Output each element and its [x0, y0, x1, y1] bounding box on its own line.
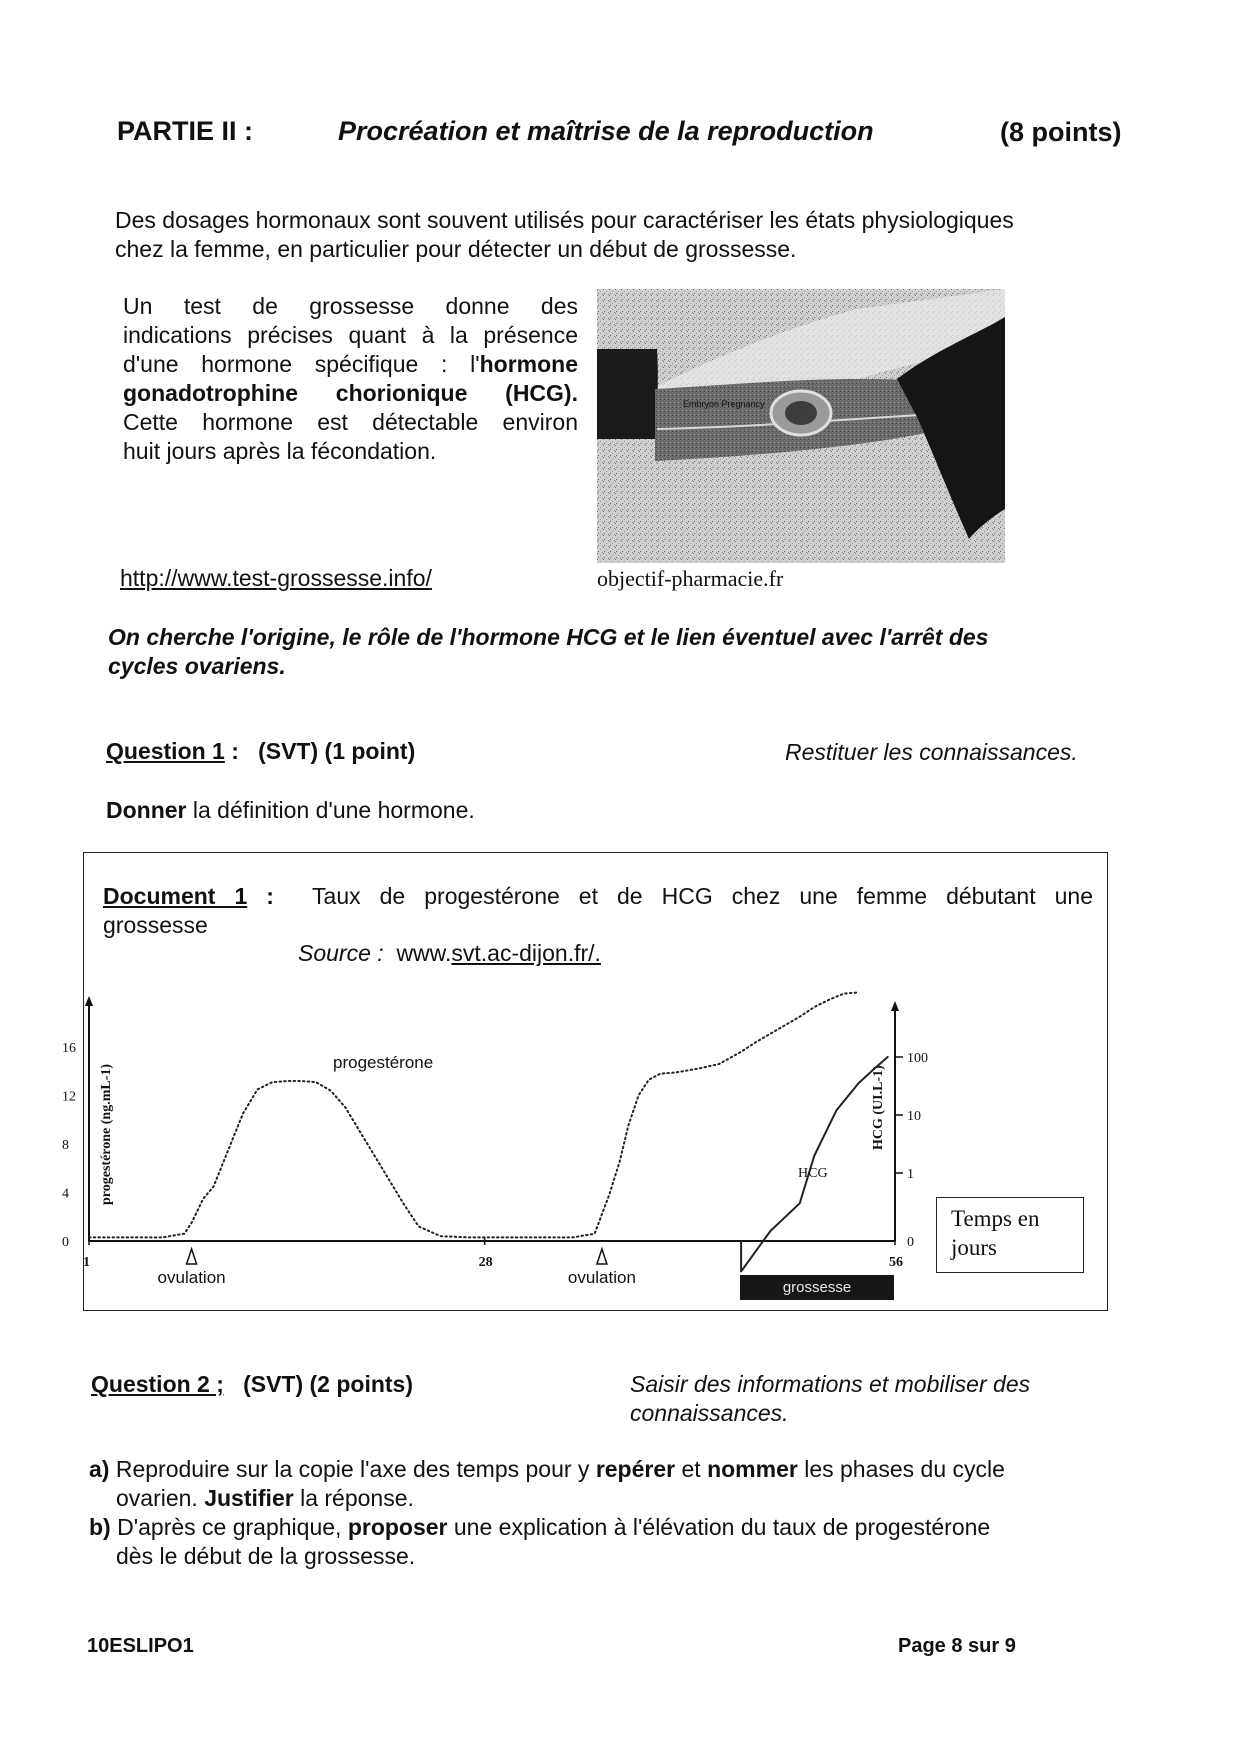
- left-axis-title: progestérone (ng.mL-1): [99, 1063, 114, 1205]
- left-tick-label: 12: [62, 1089, 76, 1105]
- left-tick-label: 16: [62, 1041, 76, 1056]
- time-axis-label-box: Temps en jours: [936, 1197, 1084, 1273]
- right-axis-title: HCG (UI.L-1): [871, 1065, 886, 1150]
- question-2-heading: Question 2 ; (SVT) (2 points): [91, 1371, 414, 1397]
- ovulation-label: ovulation: [157, 1268, 226, 1287]
- right-tick-label: 0: [907, 1235, 914, 1250]
- document-code: 10ESLIPO1: [87, 1635, 194, 1657]
- series-progesterone-line: [89, 992, 858, 1237]
- question-1-heading: Question 1 : (SVT) (1 point): [106, 738, 416, 764]
- question-1-skill: Restituer les connaissances.: [785, 739, 1078, 765]
- document-1-source: Source : www.svt.ac-dijon.fr/.: [298, 940, 601, 966]
- problem-statement: On cherche l'origine, le rôle de l'hormone HCG et le lien éventuel avec l'arrêt des cycles ovariens.: [108, 624, 989, 679]
- series-hcg-line: [741, 1057, 888, 1272]
- x-tick-label: 1: [83, 1255, 90, 1270]
- question-2-skill: Saisir des informations et mobiliser des connaissances.: [630, 1371, 1031, 1426]
- series-label-hcg: HCG: [798, 1166, 828, 1181]
- left-tick-label: 4: [62, 1186, 69, 1202]
- page-title: Procréation et maîtrise de la reproduction: [338, 116, 874, 146]
- ovulation-marker: [597, 1249, 607, 1264]
- right-tick-label: 100: [907, 1051, 928, 1066]
- question-2b: b) D'après ce graphique, proposer une explication à l'élévation du taux de progestérone dès le début de la grossesse.: [89, 1514, 991, 1569]
- grossesse-band: grossesse: [740, 1275, 894, 1300]
- right-y-axis-arrow: [891, 1001, 899, 1011]
- ovulation-label: ovulation: [567, 1268, 636, 1287]
- left-y-axis-arrow: [85, 996, 93, 1006]
- test-paragraph: Un test de grossesse donne des indications précises quant à la présence d'une hormone spécifique : l'hormone gonadotrophine chorionique (HCG). Cette hormone est détectable environ huit jours après la fécondation.: [123, 293, 578, 464]
- test-strip-label: Embryon Pregnancy: [683, 399, 765, 409]
- right-tick-label: 10: [907, 1109, 921, 1124]
- points-label: (8 points): [1000, 117, 1122, 147]
- left-tick-label: 0: [62, 1235, 69, 1250]
- ovulation-marker: [187, 1249, 197, 1264]
- x-tick-label: 56: [889, 1255, 903, 1270]
- photo-credit: objectif-pharmacie.fr: [597, 566, 784, 591]
- series-label-progesterone: progestérone: [333, 1053, 434, 1072]
- test-grossesse-link[interactable]: http://www.test-grossesse.info/: [120, 565, 432, 591]
- document-1-title: Document 1 : Taux de progestérone et de HCG chez une femme débutant une grossesse: [103, 883, 1094, 938]
- right-tick-label: 1: [907, 1167, 914, 1182]
- left-tick-label: 8: [62, 1138, 69, 1153]
- intro-paragraph: Des dosages hormonaux sont souvent utilisés pour caractériser les états physiologiques chez la femme, en particulier pour détecter un début de grossesse.: [115, 207, 1014, 262]
- x-tick-label: 28: [478, 1255, 493, 1270]
- question-1-text: Donner la définition d'une hormone.: [106, 797, 475, 823]
- page-number: Page 8 sur 9: [898, 1635, 1016, 1657]
- question-2a: a) Reproduire sur la copie l'axe des temps pour y repérer et nommer les phases du cycle ovarien. Justifier la réponse.: [89, 1456, 1005, 1511]
- partie-label: PARTIE II :: [117, 116, 254, 146]
